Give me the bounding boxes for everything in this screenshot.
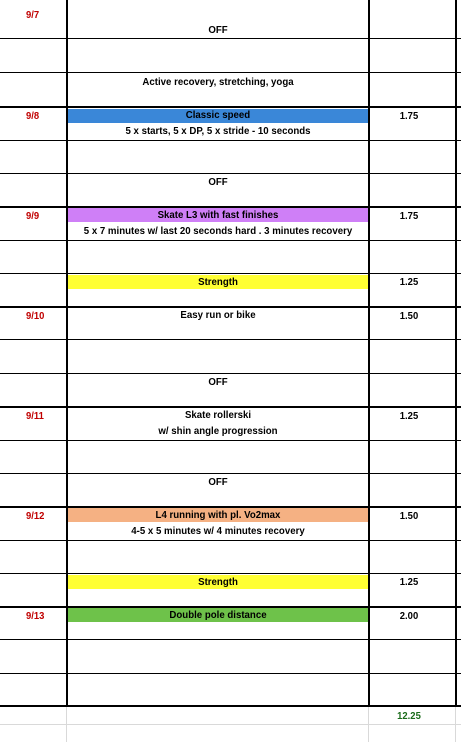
activity-label: Strength [198,276,238,288]
hours-value: 1.75 [399,110,419,122]
hours-value: 2.00 [399,610,419,622]
hours-value: 1.25 [399,410,419,422]
activity-label: OFF [208,476,228,488]
total-hours: 12.25 [397,710,421,722]
hours-value: 1.25 [399,276,419,288]
date-label: 9/8 [26,110,40,122]
hours-value: 1.50 [399,510,419,522]
activity-label: OFF [208,24,228,36]
activity-label: Active recovery, stretching, yoga [142,76,294,88]
activity-detail: 5 x starts, 5 x DP, 5 x stride - 10 seconds [125,125,311,137]
date-label: 9/7 [26,9,40,21]
date-label: 9/10 [26,310,45,322]
hours-value: 1.75 [399,210,419,222]
date-label: 9/13 [26,610,45,622]
activity-label: Skate rollerski [184,409,252,421]
activity-detail: 5 x 7 minutes w/ last 20 seconds hard . 3 minutes recovery [83,225,353,237]
hours-value: 1.25 [399,576,419,588]
date-label: 9/12 [26,510,45,522]
date-label: 9/11 [26,410,44,422]
date-label: 9/9 [26,210,40,222]
hours-value: 1.50 [399,310,419,322]
activity-label: Easy run or bike [180,309,256,321]
activity-label: Double pole distance [169,609,267,621]
activity-detail: w/ shin angle progression [158,425,278,437]
activity-label: Strength [198,576,238,588]
activity-label: Classic speed [185,109,251,121]
activity-detail: 4-5 x 5 minutes w/ 4 minutes recovery [131,525,305,537]
activity-label: OFF [208,376,228,388]
activity-label: L4 running with pl. Vo2max [155,509,281,521]
activity-label: OFF [208,176,228,188]
activity-label: Skate L3 with fast finishes [157,209,279,221]
